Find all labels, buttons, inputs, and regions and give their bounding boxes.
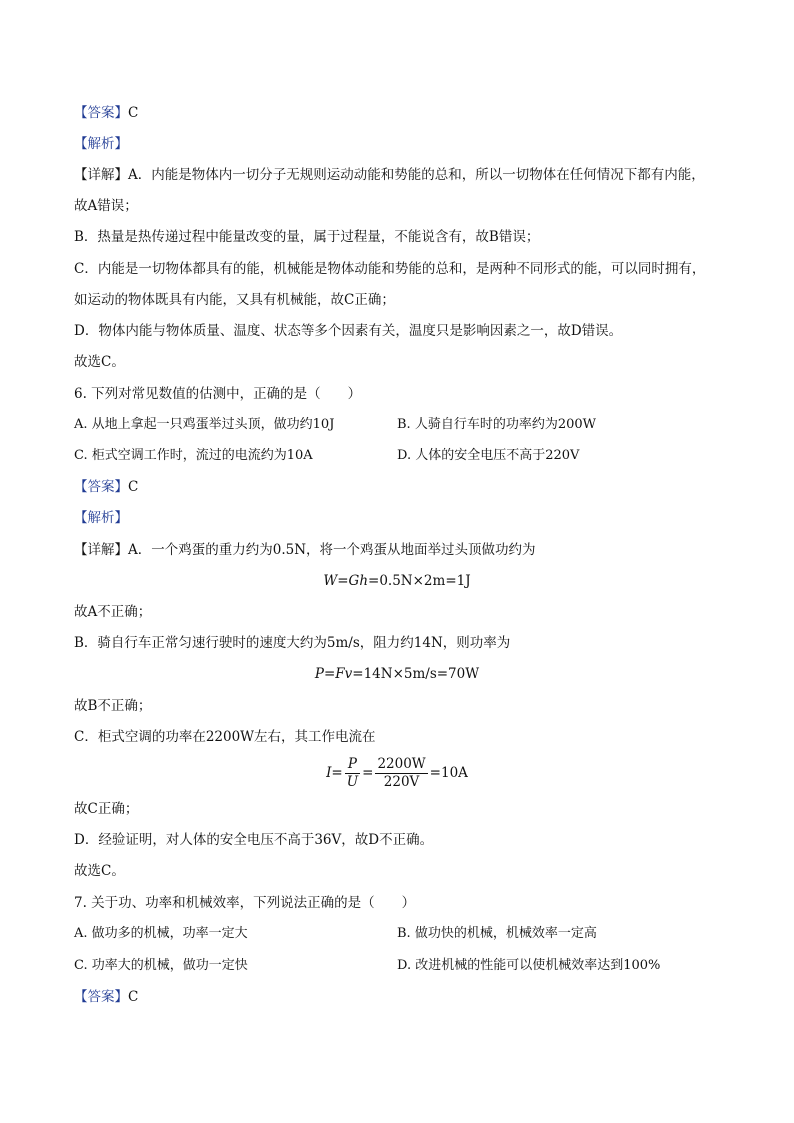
answer-value: C <box>128 479 139 495</box>
answer-tag: 【答案】 <box>74 989 128 1005</box>
q5-detail-c2: 如运动的物体既具有内能，又具有机械能，故C正确； <box>74 292 395 308</box>
eq-symbol: I <box>326 765 332 781</box>
eq-symbol: Fv <box>335 666 353 682</box>
q6-analysis-tag <box>74 509 128 527</box>
q6-detail-a-end: 故A不正确； <box>74 604 152 620</box>
q5-detail-a2: 故A错误； <box>74 198 138 214</box>
eq-symbol: Gh <box>348 573 369 589</box>
fraction-numeric <box>375 756 427 791</box>
q7-option-a: A. 做功多的机械，功率一定大 <box>74 926 248 941</box>
analysis-tag: 【解析】 <box>74 510 128 526</box>
q5-conclusion: 故选C。 <box>74 354 125 370</box>
equation-current <box>0 751 794 795</box>
fraction-numerator: 2200W <box>377 756 426 772</box>
detail-tag: 【详解】 <box>74 167 128 183</box>
eq-symbol: U <box>346 774 359 790</box>
q6-option-b: B. 人骑自行车时的功率约为200W <box>397 417 596 432</box>
eq-symbol: P <box>347 756 357 772</box>
answer-tag: 【答案】 <box>74 105 128 121</box>
q6-detail-c: C．柜式空调的功率在2200W左右，其工作电流在 <box>74 729 376 745</box>
q7-stem: 7. 关于功、功率和机械效率，下列说法正确的是（ ） <box>74 895 416 911</box>
q7-option-d: D. 改进机械的性能可以使机械效率达到100% <box>397 958 661 973</box>
equation-power <box>0 665 794 683</box>
q6-detail-b: B．骑自行车正常匀速行驶时的速度大约为5m/s，阻力约14N，则功率为 <box>74 635 511 651</box>
q6-detail-d: D．经验证明，对人体的安全电压不高于36V，故D不正确。 <box>74 832 434 848</box>
q6-conclusion: 故选C。 <box>74 863 125 879</box>
answer-value: C <box>128 105 139 121</box>
q5-answer-line <box>74 104 138 122</box>
detail-text: A．内能是物体内一切分子无规则运动动能和势能的总和，所以一切物体在任何情况下都有内能， <box>128 167 705 183</box>
q6-detail-a <box>74 541 536 559</box>
q7-option-c: C. 功率大的机械，做功一定快 <box>74 958 248 973</box>
eq-operator: = <box>323 666 336 682</box>
q6-option-a: A. 从地上拿起一只鸡蛋举过头顶，做功约10J <box>74 417 335 432</box>
q5-detail-d: D．物体内能与物体质量、温度、状态等多个因素有关，温度只是影响因素之一，故D错误。 <box>74 323 623 339</box>
eq-value: =14N×5m/s=70W <box>352 666 480 682</box>
detail-tag: 【详解】 <box>74 542 128 558</box>
answer-value: C <box>128 989 139 1005</box>
analysis-tag: 【解析】 <box>74 136 128 152</box>
eq-operator: = <box>331 765 343 781</box>
q6-option-c: C. 柜式空调工作时，流过的电流约为10A <box>74 448 313 463</box>
q6-answer-line <box>74 478 138 496</box>
q6-stem: 6. 下列对常见数值的估测中，正确的是（ ） <box>74 386 362 402</box>
q6-detail-b-end: 故B不正确； <box>74 698 152 714</box>
equation-work <box>0 572 794 590</box>
eq-operator: = <box>337 573 349 589</box>
q7-answer-line <box>74 988 138 1006</box>
detail-text: A．一个鸡蛋的重力约为0.5N，将一个鸡蛋从地面举过头顶做功约为 <box>128 542 536 558</box>
eq-operator: = <box>362 765 374 781</box>
q5-detail-a1 <box>74 166 705 184</box>
q5-analysis-tag <box>74 135 128 153</box>
q5-detail-b: B．热量是热传递过程中能量改变的量，属于过程量，不能说含有，故B错误； <box>74 229 540 245</box>
answer-tag: 【答案】 <box>74 479 128 495</box>
eq-value: =0.5N×2m=1J <box>368 573 471 589</box>
fraction-denominator: 220V <box>383 774 420 790</box>
fraction-numerator <box>345 756 360 774</box>
eq-value: =10A <box>429 765 468 781</box>
eq-symbol: P <box>314 666 324 682</box>
eq-symbol: W <box>323 573 338 589</box>
q6-option-d: D. 人体的安全电压不高于220V <box>397 448 580 463</box>
fraction-denominator <box>345 774 360 791</box>
q5-detail-c1: C．内能是一切物体都具有的能，机械能是物体动能和势能的总和，是两种不同形式的能，可以同时拥有， <box>74 261 706 277</box>
q6-detail-c-end: 故C正确； <box>74 801 139 817</box>
q7-option-b: B. 做功快的机械，机械效率一定高 <box>397 926 597 941</box>
fraction-symbolic <box>345 756 360 791</box>
